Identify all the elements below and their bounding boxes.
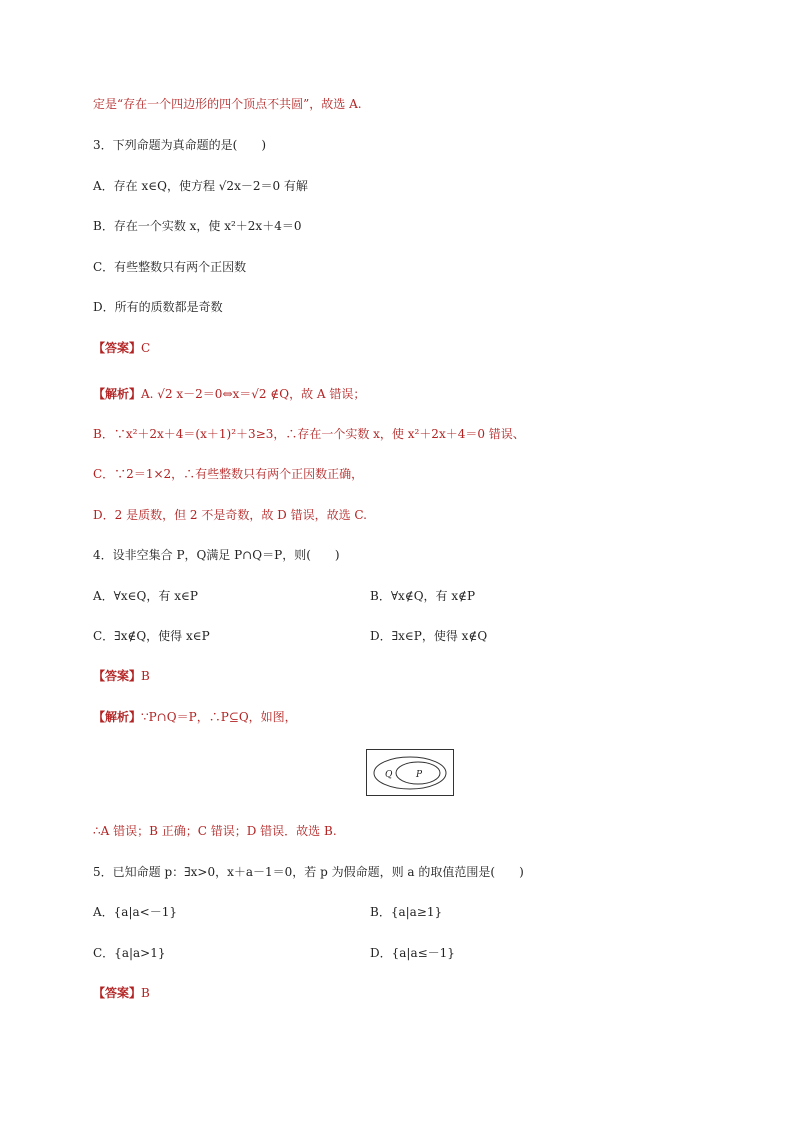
q3-analysis-a <box>93 386 365 402</box>
q3-stem: 3．下列命题为真命题的是( ) <box>93 138 266 152</box>
q4-conclusion: ∴A 错误；B 正确；C 错误；D 错误．故选 B. <box>93 824 337 838</box>
analysis-tag: 【解析】 <box>93 710 142 724</box>
q3-analysis-b: B．∵x²＋2x＋4＝(x＋1)²＋3≥3，∴存在一个实数 x，使 x²＋2x＋4＝0 错误、 <box>93 427 525 441</box>
answer-value: C <box>141 341 151 355</box>
q4-option-b: B．∀x∉Q，有 x∉P <box>370 589 476 603</box>
q3-answer <box>93 340 150 356</box>
answer-value: B <box>141 986 150 1000</box>
q5-answer <box>93 985 150 1001</box>
q3-analysis-c: C．∵2＝1×2，∴有些整数只有两个正因数正确， <box>93 467 364 481</box>
answer-tag: 【答案】 <box>93 986 142 1000</box>
q3-option-b: B．存在一个实数 x，使 x²＋2x＋4＝0 <box>93 219 302 233</box>
venn-outer-label: Q <box>385 770 393 780</box>
analysis-a-text: A. √2 x－2＝0⇔x＝√2 ∉Q，故 A 错误； <box>141 387 366 401</box>
answer-value: B <box>141 669 150 683</box>
intro-line: 定是“存在一个四边形的四个顶点不共圆”，故选 A. <box>93 97 362 111</box>
answer-tag: 【答案】 <box>93 669 142 683</box>
q5-option-b: B．{a|a≥1} <box>370 905 443 919</box>
q3-option-a: A．存在 x∈Q，使方程 √2x－2＝0 有解 <box>93 179 308 193</box>
venn-inner-label: P <box>416 770 423 780</box>
q4-option-d: D．∃x∈P，使得 x∉Q <box>370 629 488 643</box>
q3-option-d: D．所有的质数都是奇数 <box>93 300 223 314</box>
analysis-tag: 【解析】 <box>93 387 142 401</box>
q5-option-a: A．{a|a<－1} <box>93 905 177 919</box>
q4-analysis <box>93 709 297 725</box>
q3-analysis-d: D．2 是质数，但 2 不是奇数，故 D 错误，故选 C. <box>93 508 367 522</box>
q4-answer <box>93 668 150 684</box>
q4-stem: 4．设非空集合 P，Q满足 P∩Q＝P，则( ) <box>93 548 340 562</box>
q4-option-a: A．∀x∈Q，有 x∈P <box>93 589 198 603</box>
analysis-text: ∵P∩Q＝P，∴P⊆Q，如图， <box>141 710 297 724</box>
venn-diagram <box>366 749 454 796</box>
q4-option-c: C．∃x∉Q，使得 x∈P <box>93 629 210 643</box>
q3-option-c: C．有些整数只有两个正因数 <box>93 260 247 274</box>
q5-option-c: C．{a|a>1} <box>93 946 166 960</box>
q5-stem: 5．已知命题 p：∃x>0，x＋a－1＝0，若 p 为假命题，则 a 的取值范围是( ) <box>93 865 524 879</box>
q5-option-d: D．{a|a≤－1} <box>370 946 455 960</box>
answer-tag: 【答案】 <box>93 341 142 355</box>
